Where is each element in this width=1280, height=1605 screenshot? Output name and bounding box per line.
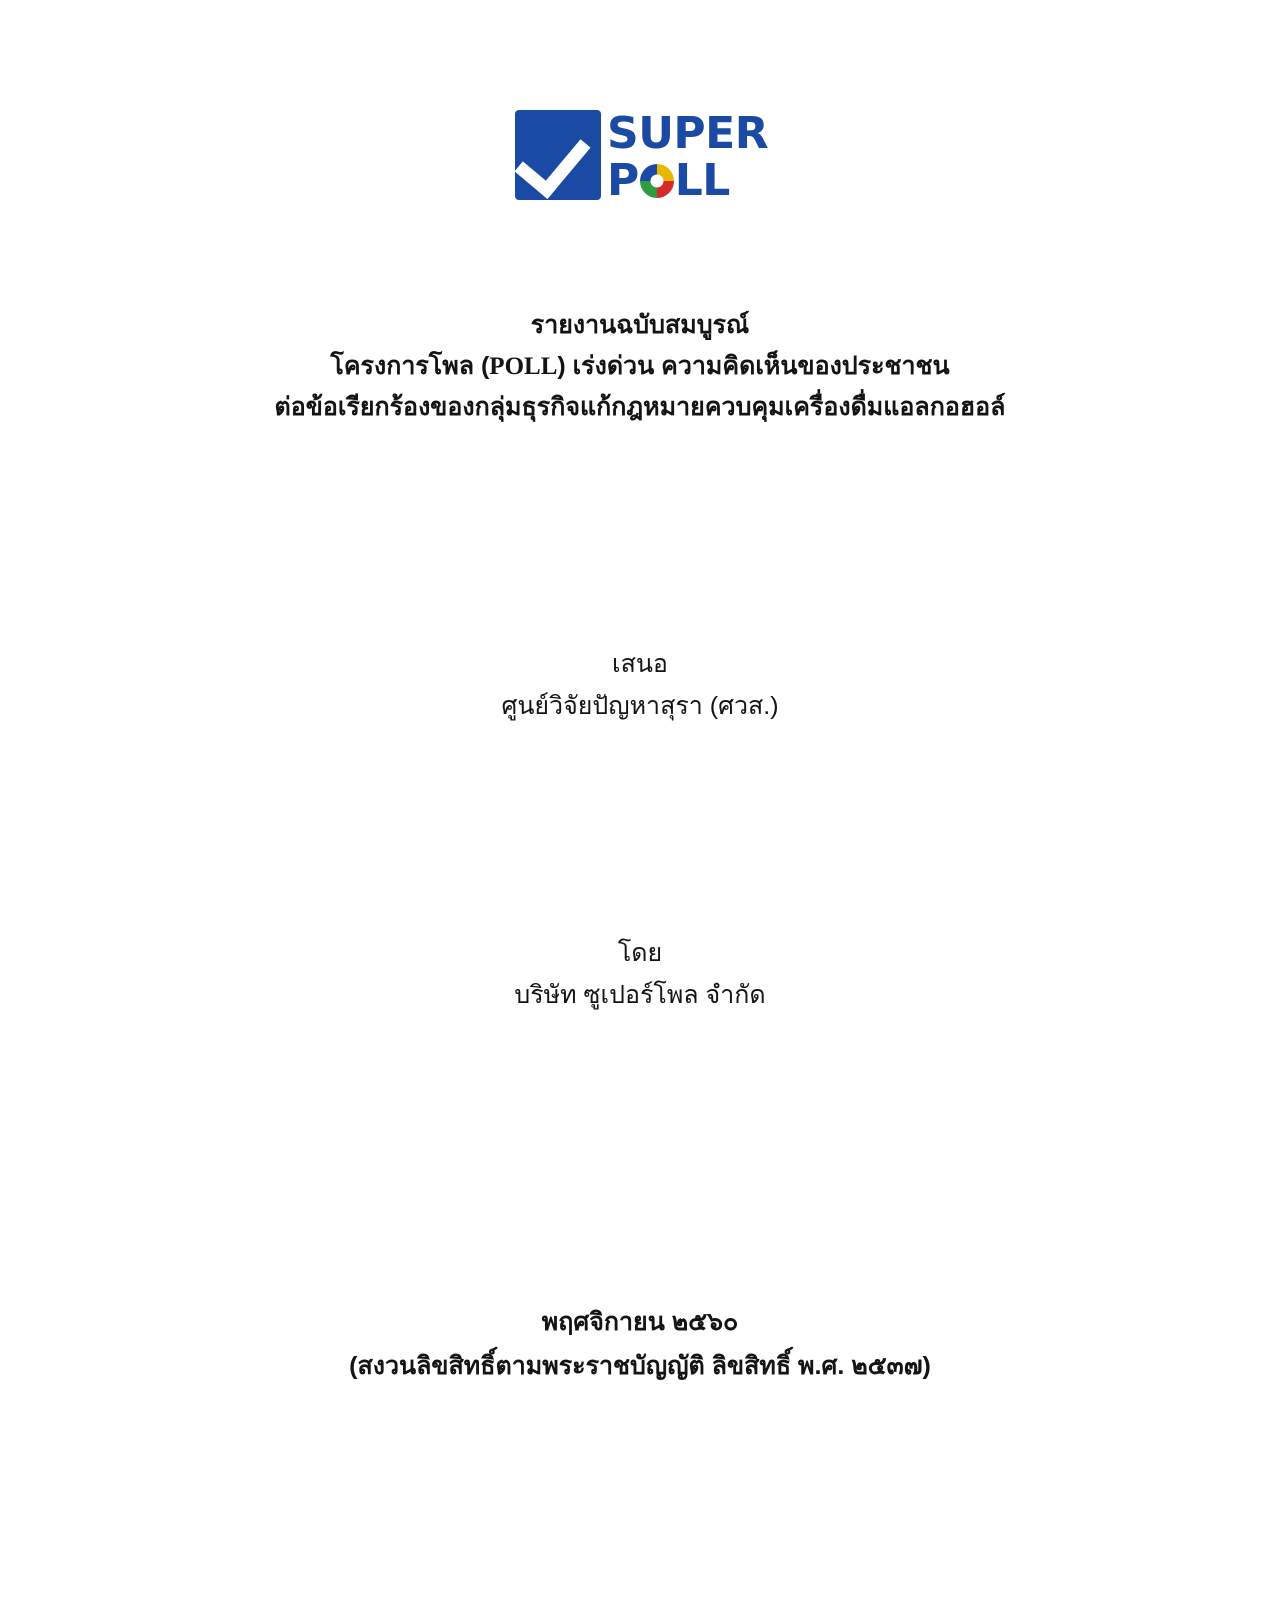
title-line-2 — [0, 346, 1280, 387]
checkmark-icon — [515, 110, 601, 200]
document-title — [0, 305, 1280, 428]
logo-poll-p: P — [607, 155, 639, 206]
copyright-notice: (สงวนลิขสิทธิ์ตามพระราชบัญญัติ ลิขสิทธิ์ พ.ศ. ๒๕๓๗) — [349, 1352, 931, 1380]
title-line-2-after: ) เร่งด่วน ความคิดเห็นของประชาชน — [557, 352, 950, 380]
document-footer — [0, 1300, 1280, 1388]
submitted-to-label: เสนอ — [612, 650, 668, 678]
title-line-3: ต่อข้อเรียกร้องของกลุ่มธุรกิจแก้กฎหมายควบคุมเครื่องดื่มแอลกอฮอล์ — [274, 393, 1006, 421]
pie-chart-icon — [640, 164, 674, 198]
author-name: บริษัท ซูเปอร์โพล จำกัด — [514, 981, 766, 1009]
superpoll-logo — [515, 105, 769, 210]
logo-poll-text — [607, 157, 768, 205]
title-line-2-before: โครงการโพล ( — [330, 352, 490, 380]
title-line-1: รายงานฉบับสมบูรณ์ — [530, 311, 750, 339]
publication-date: พฤศจิกายน ๒๕๖๐ — [541, 1308, 739, 1336]
submitted-to-section — [0, 643, 1280, 727]
author-label: โดย — [617, 939, 663, 967]
submitted-to-name: ศูนย์วิจัยปัญหาสุรา (ศวส.) — [501, 692, 779, 720]
logo-poll-ll: LL — [674, 155, 730, 206]
author-section — [0, 932, 1280, 1016]
logo-wordmark — [607, 105, 768, 205]
logo-super-text: SUPER — [607, 108, 769, 159]
title-line-2-latin: POLL — [489, 353, 558, 380]
